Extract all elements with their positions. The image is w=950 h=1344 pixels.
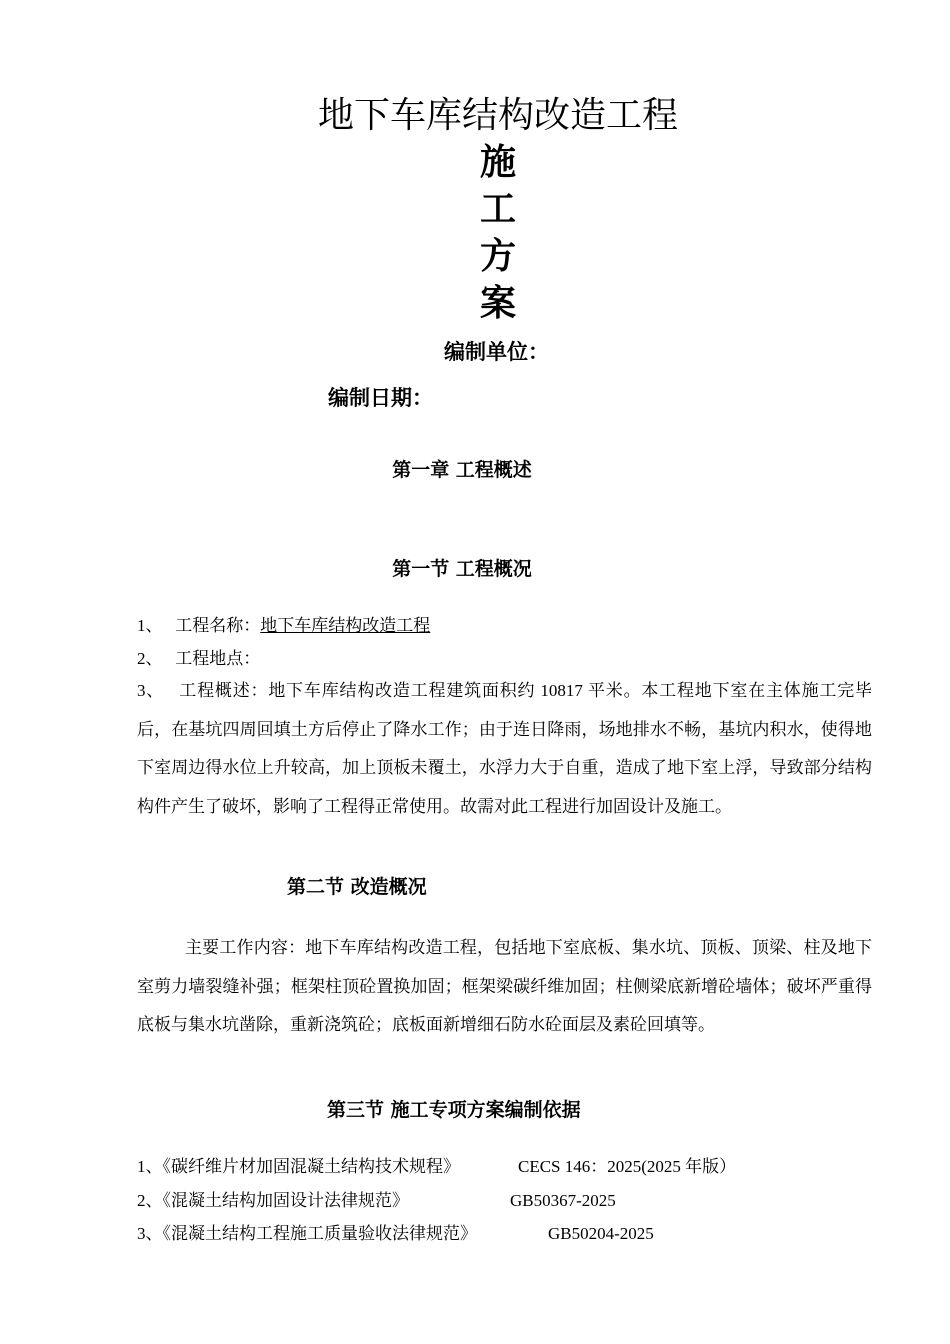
compiler-label: 编制单位：	[444, 340, 549, 364]
project-overview-paragraph	[137, 672, 872, 826]
item-number: 2、	[137, 649, 163, 668]
reference-code: CECS 146：2025(2025 年版）	[518, 1157, 737, 1176]
list-item	[137, 648, 260, 670]
reference-code: GB50204-2025	[548, 1224, 654, 1243]
vertical-title-char: 工	[479, 189, 516, 230]
reference-code: GB50367-2025	[510, 1191, 616, 1210]
section-heading: 第一节 工程概况	[392, 558, 532, 580]
reference-number: 2、	[137, 1191, 163, 1210]
document-title: 地下车库结构改造工程	[317, 95, 678, 136]
section-heading: 第三节 施工专项方案编制依据	[327, 1099, 581, 1121]
section-heading: 第二节 改造概况	[287, 876, 427, 898]
vertical-title-char: 方	[479, 236, 516, 277]
chapter-heading: 第一章 工程概述	[392, 459, 532, 481]
reference-item	[137, 1156, 460, 1178]
reference-item	[137, 1223, 477, 1245]
reference-item	[137, 1190, 409, 1212]
item-number: 3、	[137, 681, 165, 700]
renovation-paragraph: 主要工作内容：地下车库结构改造工程，包括地下室底板、集水坑、顶板、顶梁、柱及地下室剪力墙裂缝补强；框架柱顶砼置换加固；框架梁碳纤维加固；柱侧梁底新增砼墙体；破坏严重得底板与集水坑凿除，重新浇筑砼；底板面新增细石防水砼面层及素砼回填等。	[137, 938, 872, 1034]
reference-name: 《混凝土结构加固设计法律规范》	[162, 1191, 409, 1210]
vertical-title-char: 施	[479, 142, 516, 183]
date-label: 编制日期：	[328, 386, 433, 410]
overview-text: 地下车库结构改造工程建筑面积约 10817 平米。本工程地下室在主体施工完毕后，在基坑四周回填土方后停止了降水工作；由于连日降雨，场地排水不畅，基坑内积水，使得地下室周边得水位上升较高，加上顶板未覆土，水浮力大于自重，造成了地下室上浮，导致部分结构构件产生了破坏，影响了工程得正常使用。故需对此工程进行加固设计及施工。	[137, 681, 873, 816]
reference-name: 《混凝土结构工程施工质量验收法律规范》	[162, 1224, 477, 1243]
reference-name: 《碳纤维片材加固混凝土结构技术规程》	[162, 1157, 460, 1176]
item-label: 工程地点：	[175, 649, 261, 668]
reference-number: 1、	[137, 1157, 163, 1176]
vertical-title-char: 案	[479, 283, 516, 324]
item-number: 1、	[137, 616, 163, 635]
item-label: 工程名称：	[175, 616, 261, 635]
list-item	[137, 615, 430, 637]
project-name-value: 地下车库结构改造工程	[260, 616, 431, 635]
reference-number: 3、	[137, 1224, 163, 1243]
item-label: 工程概述：	[179, 681, 269, 700]
